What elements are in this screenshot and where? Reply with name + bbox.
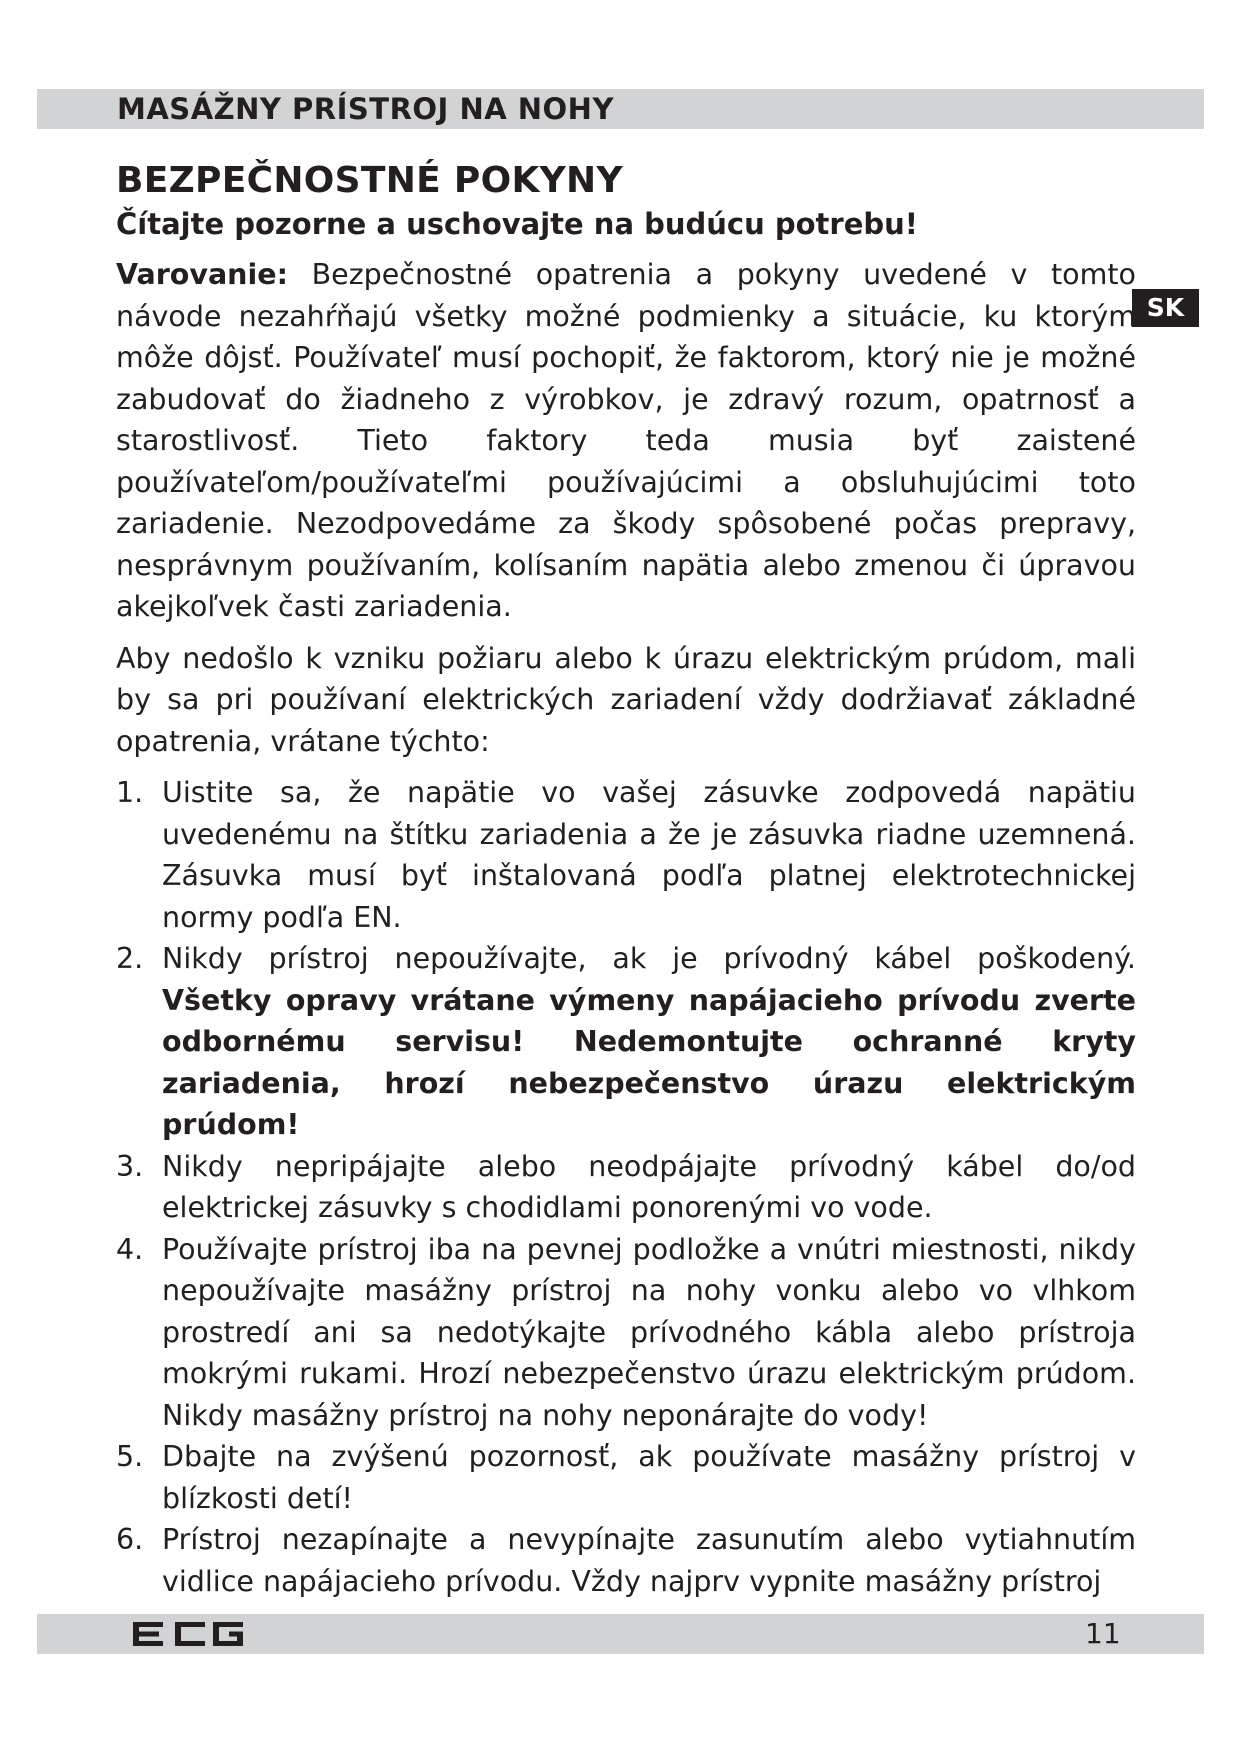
item-text: Nikdy prístroj nepoužívajte, ak je prívodný kábel poškodený. xyxy=(162,942,1136,975)
header-bar xyxy=(37,89,1204,129)
intro-paragraph: Aby nedošlo k vzniku požiaru alebo k úrazu elektrickým prúdom, mali by sa pri používaní elektrických zariadení vždy dodržiavať základné opatrenia, vrátane týchto: xyxy=(116,641,1136,758)
item-text: Používajte prístroj iba na pevnej podložke a vnútri miestnosti, nikdy nepoužívajte masážny prístroj na nohy vonku alebo vo vlhkom prostredí ani sa nedotýkajte prívodného kábla alebo prístroja mokrými rukami. Hrozí nebezpečenstvo úrazu elektrickým prúdom. Nikdy masážny prístroj na nohy neponárajte do vody! xyxy=(162,1232,1136,1432)
warning-label: Varovanie: xyxy=(116,258,288,291)
section-subtitle: Čítajte pozorne a uschovajte na budúcu potrebu! xyxy=(116,207,918,241)
item-number: 3. xyxy=(116,1149,144,1183)
item-number: 1. xyxy=(116,776,144,809)
list-item xyxy=(116,1436,1136,1519)
list-item xyxy=(116,938,1136,1146)
footer-bar xyxy=(37,1614,1204,1654)
list-item xyxy=(116,1519,1136,1602)
item-text: Uistite sa, že napätie vo vašej zásuvke zodpovedá napätiu uvedenému na štítku zariadenia a že je zásuvka riadne uzemnená. Zásuvka musí byť inštalovaná podľa platnej elektrotechnickej normy podľa EN. xyxy=(162,776,1136,934)
item-text: Prístroj nezapínajte a nevypínajte zasunutím alebo vytiahnutím vidlice napájacieho prívodu. Vždy najprv vypnite masážny prístroj xyxy=(162,1523,1136,1598)
item-number: 4. xyxy=(116,1232,144,1266)
warning-paragraph xyxy=(116,254,1136,628)
item-text: Nikdy nepripájajte alebo neodpájajte prívodný kábel do/od elektrickej zásuvky s chodidlami ponorenými vo vode. xyxy=(162,1149,1136,1224)
list-item xyxy=(116,1229,1136,1437)
item-number: 2. xyxy=(116,942,144,975)
ecg-logo xyxy=(129,1618,249,1650)
item-number: 6. xyxy=(116,1523,144,1556)
main-content xyxy=(116,158,1136,1602)
item-text: Dbajte na zvýšenú pozornosť, ak používate masážny prístroj v blízkosti detí! xyxy=(162,1440,1136,1515)
item-number: 5. xyxy=(116,1440,144,1473)
page-number: 11 xyxy=(1085,1617,1121,1650)
list-item xyxy=(116,772,1136,938)
section-title: BEZPEČNOSTNÉ POKYNY xyxy=(116,160,623,201)
header-title: MASÁŽNY PRÍSTROJ NA NOHY xyxy=(117,92,614,126)
safety-list xyxy=(116,772,1136,1602)
list-item xyxy=(116,1146,1136,1229)
language-tab: SK xyxy=(1132,289,1199,327)
warning-text: Bezpečnostné opatrenia a pokyny uvedené v tomto návode nezahŕňajú všetky možné podmienky a situácie, ku ktorým môže dôjsť. Používateľ musí pochopiť, že faktorom, ktorý nie je možné zabudovať do žiadneho z výrobkov, je zdravý rozum, opatrnosť a starostlivosť. Tieto faktory teda musia byť zaistené používateľom/používateľmi používajúcimi a obsluhujúcimi toto zariadenie. Nezodpovedáme za škody spôsobené počas prepravy, nesprávnym používaním, kolísaním napätia alebo zmenou či úpravou akejkoľvek časti zariadenia. xyxy=(116,258,1136,623)
item-strong-text: Všetky opravy vrátane výmeny napájacieho prívodu zverte odbornému servisu! Nedemontujte ochranné kryty zariadenia, hrozí nebezpečenstvo úrazu elektrickým prúdom! xyxy=(162,983,1136,1141)
